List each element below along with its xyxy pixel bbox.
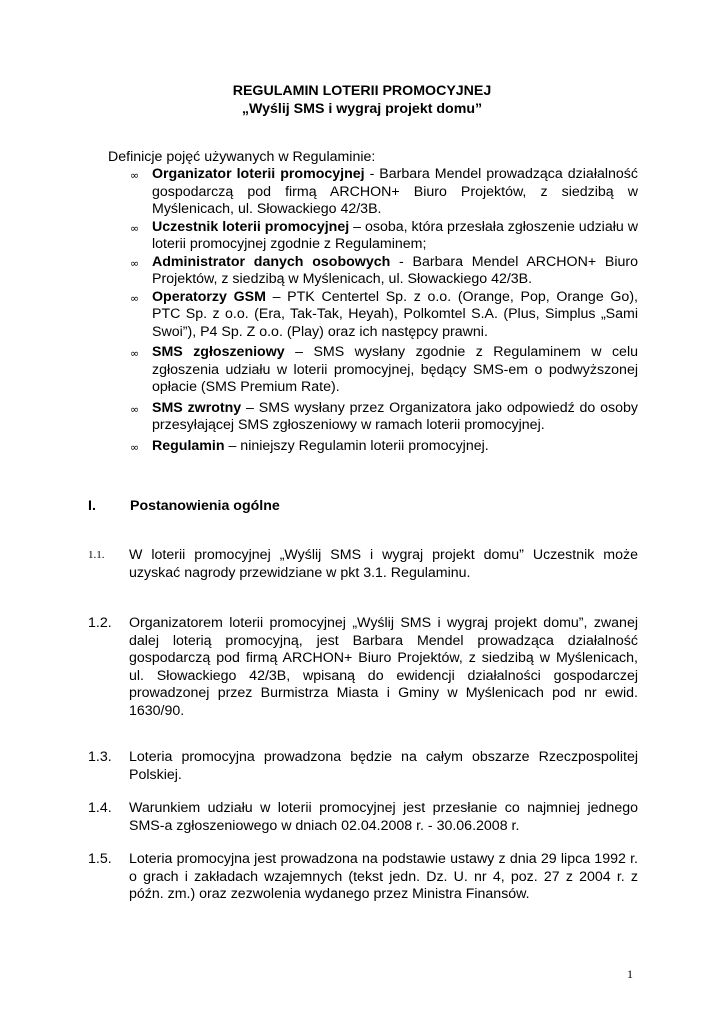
definition-text: - Barbara Mendel ARCHON+ Biuro Projektów, z siedzibą w Myślenicach, ul. Słowackiego 42/3B. (152, 253, 638, 287)
definition-term: SMS zwrotny (152, 399, 242, 416)
definition-item (130, 166, 638, 219)
definition-term: Administrator danych osobowych (152, 253, 391, 270)
definition-item (130, 289, 638, 342)
paragraph-text: Loteria promocyjna prowadzona będzie na całym obszarze Rzeczpospolitej Polskiej. (129, 749, 638, 783)
definition-item (130, 400, 638, 435)
paragraph-text: Organizatorem loterii promocyjnej „Wyślij SMS i wygraj projekt domu”, zwanej dalej loterią promocyjną, jest Barbara Mendel prowadząca działalność gospodarczą pod firmą ARCHON+ Biuro Projektów, z siedzibą w Myślenicach, ul. Słowackiego 42/3B, wpisaną do ewidencji działalności gospodarczej prowadzonej przez Burmistrza Miasta i Gminy w Myślenicach pod nr ewid. 1630/90. (129, 615, 638, 719)
definition-item (130, 344, 638, 397)
infinity-bullet-icon: ∞ (130, 402, 140, 416)
definition-item (130, 438, 638, 456)
infinity-bullet-icon: ∞ (130, 440, 140, 454)
infinity-bullet-icon: ∞ (130, 291, 140, 305)
section-title: Postanowienia ogólne (130, 498, 280, 514)
definition-text: – PTK Centertel Sp. z o.o. (Orange, Pop, Orange Go), PTC Sp. z o.o. (Era, Tak-Tak, Heyah), Polkomtel S.A. (Plus, Simplus „Sami Swoi”), P4 Sp. Z o.o. (Play) oraz ich następcy prawni. (152, 288, 638, 340)
paragraph-number: 1.4. (88, 800, 112, 816)
definitions-list (130, 166, 638, 455)
definition-item (130, 219, 638, 254)
paragraph-1-2 (88, 615, 638, 720)
paragraph-number: 1.3. (88, 749, 112, 765)
infinity-bullet-icon: ∞ (130, 169, 140, 182)
definitions-intro: Definicje pojęć używanych w Regulaminie: (108, 149, 376, 165)
section-heading (88, 498, 280, 516)
paragraph-number: 1.2. (88, 615, 112, 631)
infinity-bullet-icon: ∞ (130, 347, 140, 360)
paragraph-number: 1.5. (88, 851, 112, 867)
section-number: I. (88, 498, 96, 514)
infinity-bullet-icon: ∞ (130, 221, 140, 235)
definition-term: Regulamin (152, 437, 225, 454)
definition-item (130, 254, 638, 289)
document-subtitle: „Wyślij SMS i wygraj projekt domu” (241, 101, 483, 117)
definition-term: Organizator loterii promocyjnej (152, 166, 365, 182)
paragraph-1-5 (88, 851, 638, 904)
definition-term: Uczestnik loterii promocyjnej (152, 218, 350, 235)
definition-term: SMS zgłoszeniowy (152, 344, 285, 360)
paragraph-text: Loteria promocyjna jest prowadzona na podstawie ustawy z dnia 29 lipca 1992 r. o grach i zakładach wzajemnych (tekst jedn. Dz. U. nr 4, poz. 27 z 2004 r. z późn. zm.) oraz zezwolenia wydanego przez Ministra Finansów. (129, 851, 638, 902)
definition-text: – osoba, która przesłała zgłoszenie udziału w loterii promocyjnej zgodnie z Regulaminem; (152, 218, 638, 252)
paragraph-1-1 (88, 547, 638, 582)
paragraph-number: 1.1. (88, 549, 105, 561)
paragraph-1-3 (88, 749, 638, 784)
definition-text: – SMS wysłany zgodnie z Regulaminem w celu zgłoszenia udziału w loterii promocyjnej, będący SMS-em o podwyższonej opłacie (SMS Premium Rate). (152, 344, 638, 395)
definition-text: – niniejszy Regulamin loterii promocyjnej. (224, 437, 489, 454)
paragraph-1-4 (88, 800, 638, 835)
definition-text: – SMS wysłany przez Organizatora jako odpowiedź do osoby przesyłającej SMS zgłoszeniowy w ramach loterii promocyjnej. (152, 399, 638, 433)
paragraph-text: W loterii promocyjnej „Wyślij SMS i wygraj projekt domu” Uczestnik może uzyskać nagrody przewidziane w pkt 3.1. Regulaminu. (129, 547, 638, 581)
paragraph-text: Warunkiem udziału w loterii promocyjnej jest przesłanie co najmniej jednego SMS-a zgłoszeniowego w dniach 02.04.2008 r. - 30.06.2008 r. (129, 800, 638, 834)
infinity-bullet-icon: ∞ (130, 256, 140, 270)
definition-text: - Barbara Mendel prowadząca działalność gospodarczą pod firmą ARCHON+ Biuro Projektów, z siedzibą w Myślenicach, ul. Słowackiego 42/3B. (152, 166, 638, 217)
page-number: 1 (627, 967, 633, 981)
document-title: REGULAMIN LOTERII PROMOCYJNEJ (232, 83, 492, 99)
definition-term: Operatorzy GSM (152, 288, 266, 305)
